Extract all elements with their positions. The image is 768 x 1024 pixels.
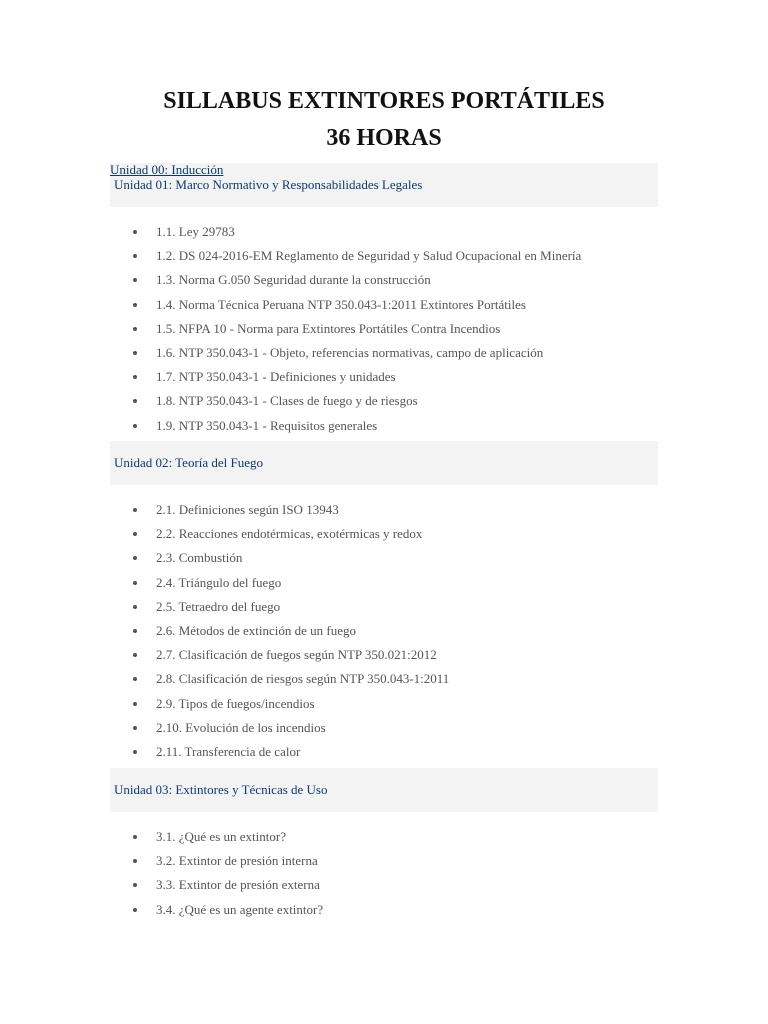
unit-header-03 <box>110 768 658 812</box>
bullet-icon <box>133 605 137 609</box>
bullet-icon <box>133 254 137 258</box>
bullet-icon <box>133 835 137 839</box>
bullet-icon <box>133 581 137 585</box>
bullet-icon <box>133 424 137 428</box>
unit-label-01: Unidad 01: Marco Normativo y Responsabilidades Legales <box>114 177 423 192</box>
bullet-icon <box>133 653 137 657</box>
bullet-icon <box>133 750 137 754</box>
bullet-icon <box>133 629 137 633</box>
intro-link-unidad-00[interactable]: Unidad 00: Inducción <box>110 162 224 177</box>
document-page: SILLABUS EXTINTORES PORTÁTILES 36 HORAS Unidad 01: Marco Normativo y Responsabilidades Legales Unidad 00: Inducción 1.1. Ley 29783 1.2. DS 024-2016-EM Reglamento de Seguridad y Salud Ocupacional en Minería 1.3. Norma G.050 Seguridad durante la construcción 1.4. Norma Técnica Peruana NTP 350.043-1:2011 Extintores Portátiles 1.5. NFPA 10 - Norma para Extintores Portátiles Contra Incendios 1.6. NTP 350.043-1 - Objeto, referencias normativas, campo de aplicación 1.7. NTP 350.043-1 - Definiciones y unidades 1.8. NTP 350.043-1 - Clases de fuego y de riesgos 1.9. NTP 350.043-1 - Requisitos generales Unidad 02: Teoría del Fuego 2.1. Definiciones según ISO 13943 2.2. Reacciones endotérmicas, exotérmicas y redox 2.3. Combustión 2.4. Triángulo del fuego 2.5. Tetraedro del fuego 2.6. Métodos de extinción de un fuego 2.7. Clasificación de fuegos según NTP 350.021:2012 2.8. Clasificación de riesgos según NTP 350.043-1:2011 2.9. Tipos de fuegos/incendios 2.10. Evolución de los incendios 2.11. Transferencia de calor Unidad 03: Extintores y Técnicas de Uso 3.1. ¿Qué es un extintor? 3.2. Extintor de presión interna 3.3. Extintor de presión externa 3.4. ¿Qué es un agente extintor? <box>0 0 768 1024</box>
bullet-icon <box>133 532 137 536</box>
bullet-icon <box>133 327 137 331</box>
bullet-icon <box>133 399 137 403</box>
unit-header-02 <box>110 441 658 485</box>
bullet-icon <box>133 351 137 355</box>
unit-label-02: Unidad 02: Teoría del Fuego <box>114 455 264 470</box>
bullet-icon <box>133 726 137 730</box>
bullet-icon <box>133 508 137 512</box>
unit-label-03: Unidad 03: Extintores y Técnicas de Uso <box>114 782 328 797</box>
bullet-icon <box>133 883 137 887</box>
document-subtitle-hours: 36 HORAS <box>326 125 442 151</box>
bullet-icon <box>133 303 137 307</box>
bullet-icon <box>133 859 137 863</box>
bullet-icon <box>133 702 137 706</box>
bullet-icon <box>133 230 137 234</box>
bullet-icon <box>133 375 137 379</box>
bullet-icon <box>133 677 137 681</box>
bullet-icon <box>133 278 137 282</box>
bullet-icon <box>133 556 137 560</box>
document-title: SILLABUS EXTINTORES PORTÁTILES <box>163 88 605 114</box>
bullet-icon <box>133 908 137 912</box>
